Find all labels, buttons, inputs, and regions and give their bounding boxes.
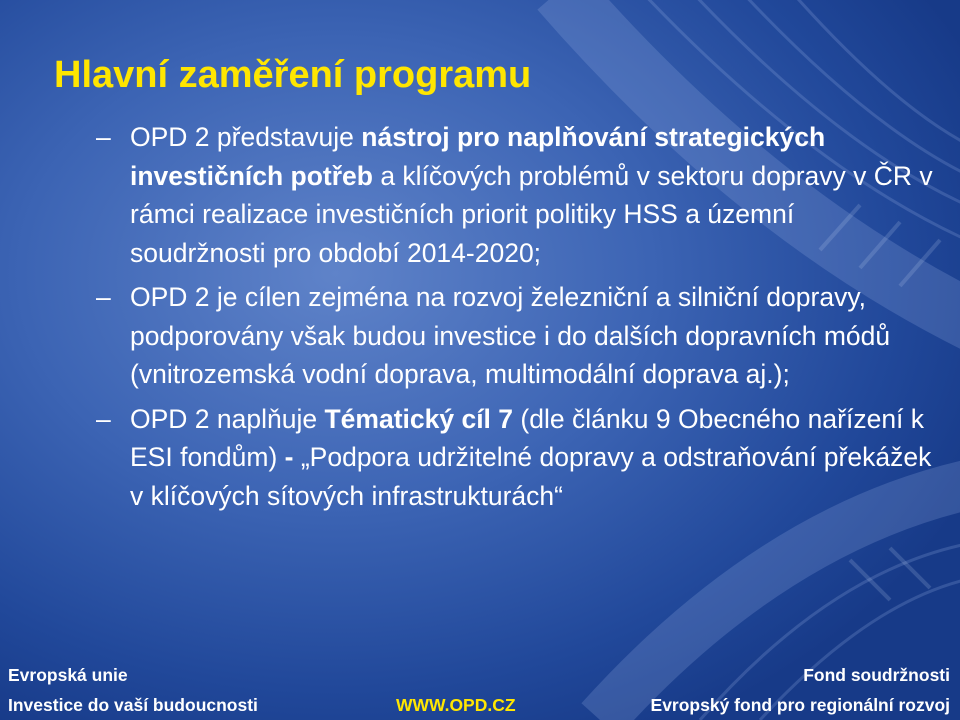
- bullet-text-bold: Tématický cíl 7: [324, 403, 514, 434]
- bullet-text: (dle článku 9 Obecného nařízení k ESI fondům): [130, 403, 925, 472]
- bullet-list: [96, 118, 936, 521]
- bullet-text: OPD 2 je cílen zejména na rozvoj železniční a silniční dopravy, podporovány však budou investice i do dalších dopravních módů (vnitrozemská vodní doprava, multimodální doprava aj.);: [130, 282, 891, 389]
- bullet-text-bold: -: [284, 442, 294, 472]
- bullet-item: [96, 118, 936, 272]
- bullet-item: [96, 400, 936, 516]
- bullet-dash: –: [96, 122, 111, 152]
- footer: [0, 656, 960, 720]
- bullet-text: a klíčových problémů v sektoru dopravy v ČR v rámci realizace investičních priorit politiky HSS a územní soudržnosti pro období 2014-2020;: [130, 160, 933, 268]
- footer-website-link[interactable]: WWW.OPD.CZ: [396, 695, 516, 715]
- bullet-text: „Podpora udržitelné dopravy a odstraňování překážek v klíčových sítových infrastrukturách“: [130, 442, 932, 511]
- bullet-text: OPD 2 představuje: [130, 122, 362, 152]
- footer-eu-slogan: Investice do vaší budoucnosti: [8, 695, 258, 715]
- bullet-item: [96, 278, 936, 394]
- bullet-dash: –: [96, 403, 111, 434]
- footer-cohesion-fund: Fond soudržnosti: [803, 665, 950, 685]
- footer-regional-fund: Evropský fond pro regionální rozvoj: [650, 695, 950, 715]
- bullet-dash: –: [96, 282, 111, 312]
- slide-title: Hlavní zaměření programu: [54, 54, 532, 96]
- footer-eu-label: Evropská unie: [8, 665, 128, 685]
- bullet-text: OPD 2 naplňuje: [130, 403, 325, 434]
- bullet-text-bold: nástroj pro naplňování strategických investičních potřeb: [130, 122, 826, 191]
